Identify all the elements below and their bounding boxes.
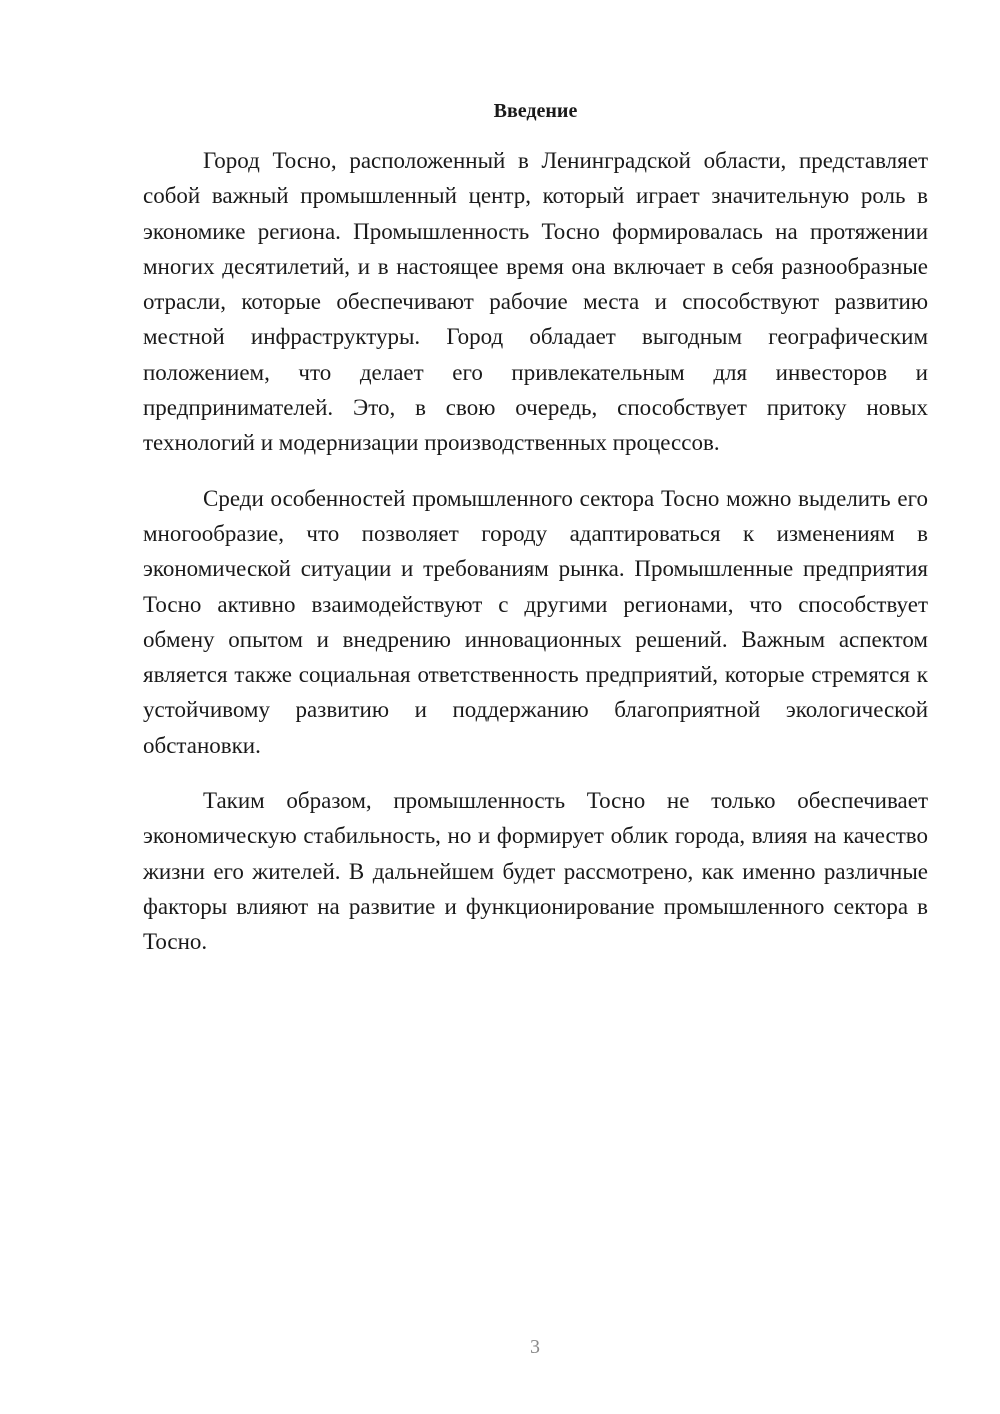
section-heading: Введение — [493, 100, 578, 122]
paragraph-3: Таким образом, промышленность Тосно не только обеспечивает экономическую стабильность, но и формирует облик города, влияя на качество жизни его жителей. В дальнейшем будет рассмотрено, как именно различные факторы влияют на развитие и функционирование промышленного сектора в Тосно. — [143, 788, 928, 955]
paragraph-1: Город Тосно, расположенный в Ленинградской области, представляет собой важный промышленный центр, который играет значительную роль в экономике региона. Промышленность Тосно формировалась на протяжении многих десятилетий, и в настоящее время она включает в себя разнообразные отрасли, которые обеспечивают рабочие места и способствуют развитию местной инфраструктуры. Город обладает выгодным географическим положением, что делает его привлекательным для инвесторов и предпринимателей. Это, в свою очередь, способствует притоку новых технологий и модернизации производственных процессов. — [143, 148, 928, 456]
page-number: 3 — [530, 1336, 540, 1358]
body-text — [143, 143, 928, 980]
paragraph-2: Среди особенностей промышленного сектора Тосно можно выделить его многообразие, что позволяет городу адаптироваться к изменениям в экономической ситуации и требованиям рынка. Промышленные предприятия Тосно активно взаимодействуют с другими регионами, что способствует обмену опытом и внедрению инновационных решений. Важным аспектом является также социальная ответственность предприятий, которые стремятся к устойчивому развитию и поддержанию благоприятной экологической обстановки. — [143, 485, 928, 758]
